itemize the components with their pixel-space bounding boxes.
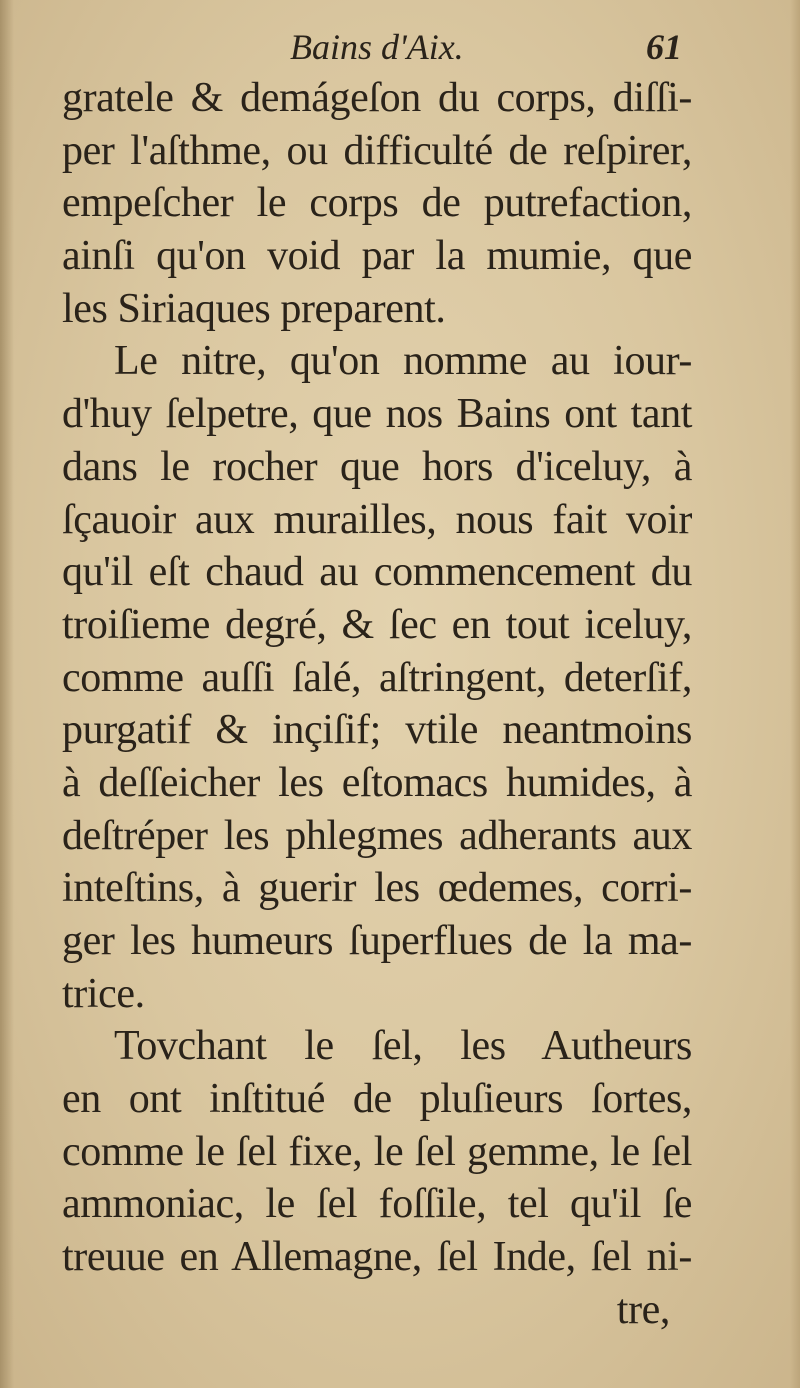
text-line: comme auſſi ſalé, aſtringent, deterſif, bbox=[62, 654, 692, 701]
text-line: ainſi qu'on void par la mumie, que bbox=[62, 233, 692, 280]
text-line: treuue en Allemagne, ſel Inde, ſel ni- bbox=[62, 1234, 692, 1281]
page-shadow-left bbox=[0, 0, 14, 1388]
text-line: d'huy ſelpetre, que nos Bains ont tant bbox=[62, 391, 692, 438]
text-line: qu'il eſt chaud au commencement du bbox=[62, 549, 692, 596]
text-line: ſçauoir aux murailles, nous fait voir bbox=[62, 496, 692, 543]
text-line: à deſſeicher les eſtomacs humides, à bbox=[62, 759, 692, 806]
text-line: purgatif & inçiſif; vtile neantmoins bbox=[62, 707, 692, 754]
text-line: dans le rocher que hors d'iceluy, à bbox=[62, 443, 692, 490]
text-line: Le nitre, qu'on nomme au iour- bbox=[114, 338, 692, 385]
text-line: ammoniac, le ſel foſſile, tel qu'il ſe bbox=[62, 1181, 692, 1228]
body-text bbox=[62, 72, 692, 1337]
text-line: inteſtins, à guerir les œdemes, corri- bbox=[62, 865, 692, 912]
catchword: tre, bbox=[616, 1286, 670, 1333]
text-line: empeſcher le corps de putrefaction, bbox=[62, 180, 692, 227]
page-shadow-right bbox=[790, 0, 800, 1388]
text-line: Tovchant le ſel, les Autheurs bbox=[114, 1023, 692, 1070]
text-line: deſtréper les phlegmes adherants aux bbox=[62, 812, 692, 859]
page-header bbox=[0, 26, 800, 70]
text-line: gratele & demágeſon du corps, diſſi- bbox=[62, 75, 692, 121]
text-line: les Siriaques preparent. bbox=[62, 285, 446, 332]
text-line: trice. bbox=[62, 970, 145, 1017]
text-line: troiſieme degré, & ſec en tout iceluy, bbox=[62, 601, 692, 648]
text-line: en ont inſtitué de pluſieurs ſortes, bbox=[62, 1076, 692, 1123]
page-number: 61 bbox=[646, 27, 682, 67]
text-line: ger les humeurs ſuperflues de la ma- bbox=[62, 918, 692, 964]
text-line: per l'aſthme, ou difficulté de reſpirer, bbox=[62, 127, 692, 174]
running-title: Bains d'Aix. bbox=[290, 27, 464, 67]
text-line: comme le ſel fixe, le ſel gemme, le ſel bbox=[62, 1128, 692, 1175]
